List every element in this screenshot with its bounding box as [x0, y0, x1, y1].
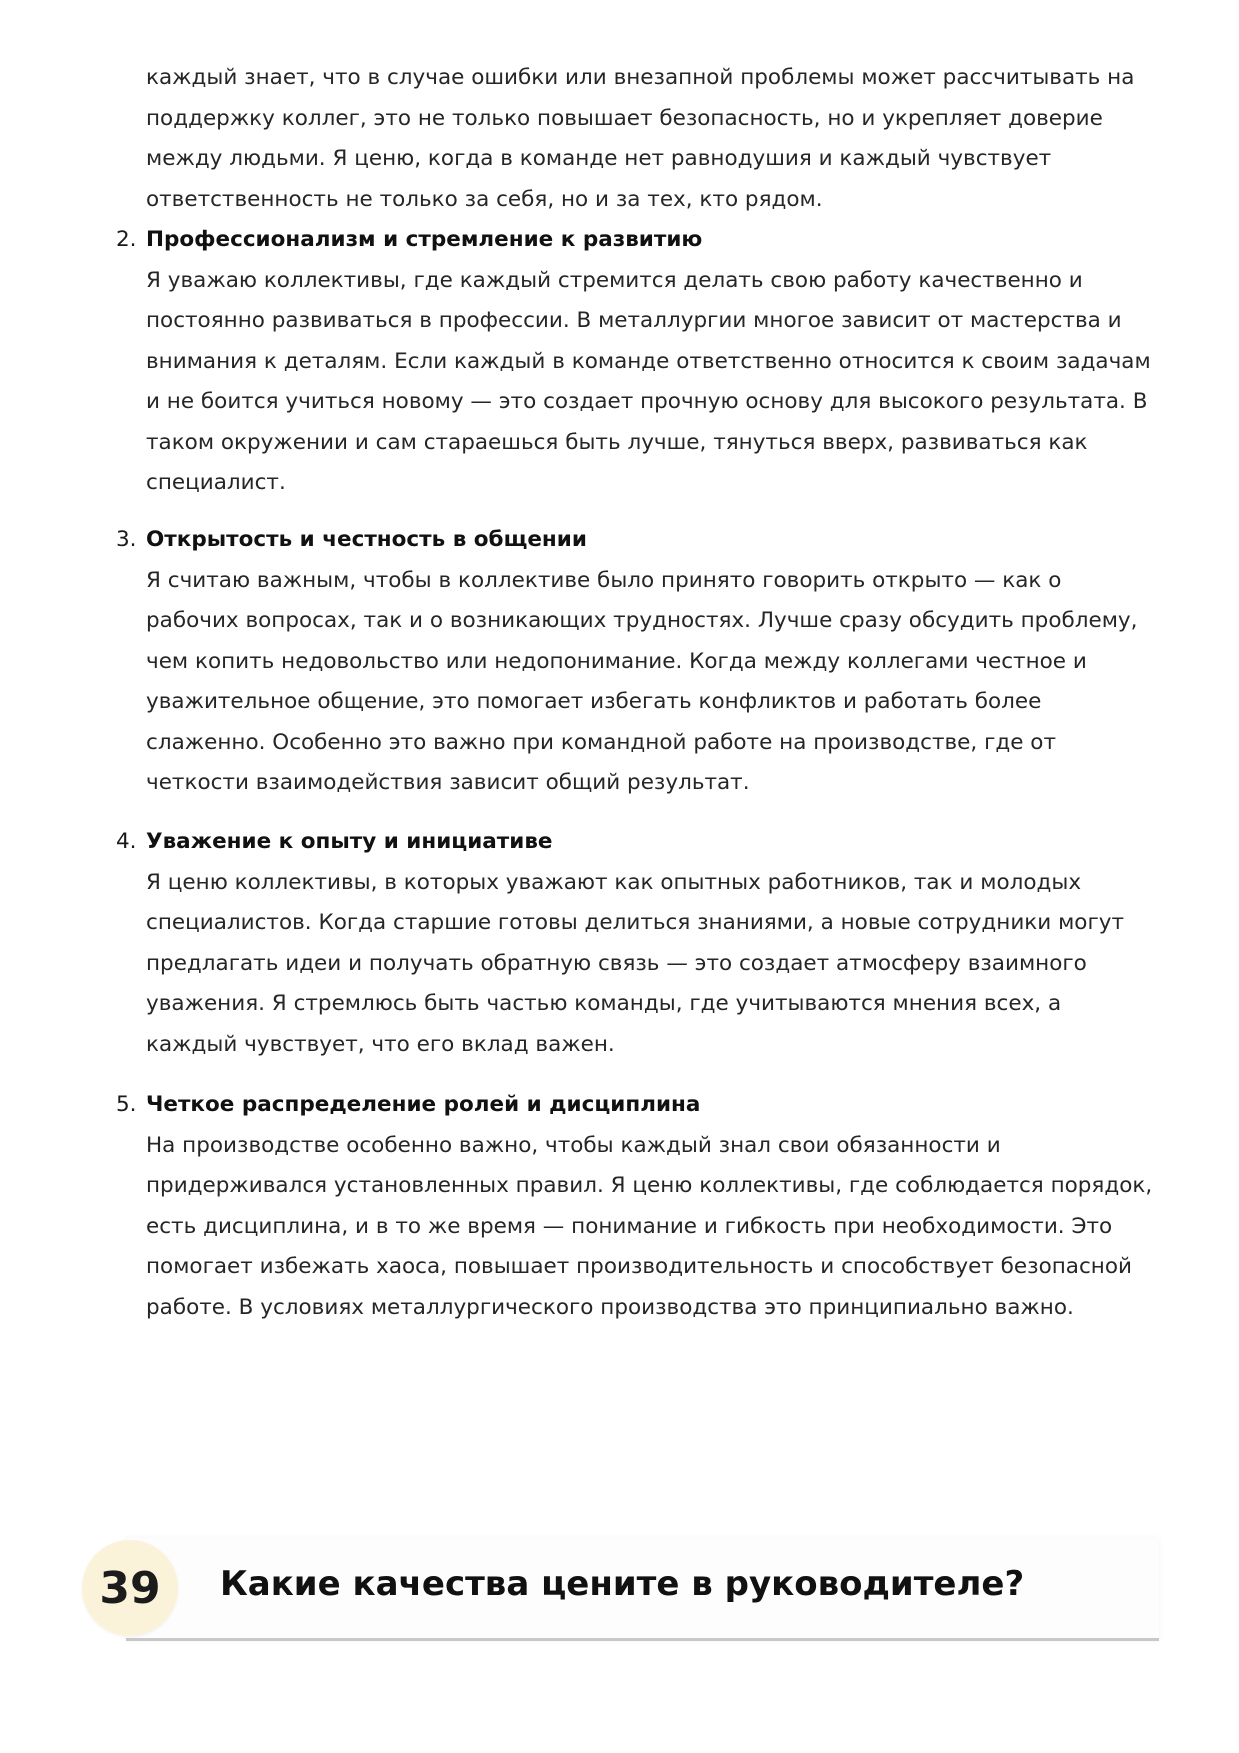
- list-item-number: 4.: [116, 829, 137, 854]
- list-item-number: 5.: [116, 1092, 137, 1117]
- list-item-title: Открытость и честность в общении: [146, 527, 587, 552]
- question-title: Какие качества цените в руководителе?: [220, 1564, 1025, 1604]
- question-number-badge: 39: [82, 1540, 178, 1636]
- list-item: [116, 1085, 1156, 1328]
- list-item-number: 3.: [116, 527, 137, 552]
- list-item: [116, 822, 1156, 1065]
- list-item-title: Уважение к опыту и инициативе: [146, 829, 553, 854]
- list-item-text: Я считаю важным, чтобы в коллективе было принято говорить открыто — как о рабочих вопросах, так и о возникающих трудностях. Лучше сразу обсудить проблему, чем копить недовольство или недопонимание. Когда между коллегами честное и уважительное общение, это помогает избегать конфликтов и работать более слаженно. Особенно это важно при командной работе на производстве, где от четкости взаимодействия зависит общий результат.: [146, 567, 1138, 795]
- list-item-text: Я ценю коллективы, в которых уважают как опытных работников, так и молодых специалистов. Когда старшие готовы делиться знаниями, а новые сотрудники могут предлагать идеи и получать обратную связь — это создает атмосферу взаимного уважения. Я стремлюсь быть частью команды, где учитываются мнения всех, а каждый чувствует, что его вклад важен.: [146, 869, 1124, 1057]
- list-item-text: На производстве особенно важно, чтобы каждый знал свои обязанности и придерживался установленных правил. Я ценю коллективы, где соблюдается порядок, есть дисциплина, и в то же время — понимание и гибкость при необходимости. Это помогает избежать хаоса, повышает производительность и способствует безопасной работе. В условиях металлургического производства это принципиально важно.: [146, 1132, 1153, 1320]
- list-item: [116, 220, 1156, 504]
- question-header: [82, 1538, 1159, 1640]
- list-item-text: Я уважаю коллективы, где каждый стремится делать свою работу качественно и постоянно развиваться в профессии. В металлургии многое зависит от мастерства и внимания к деталям. Если каждый в команде ответственно относится к своим задачам и не боится учиться новому — это создает прочную основу для высокого результата. В таком окружении и сам стараешься быть лучше, тянуться вверх, развиваться как специалист.: [146, 267, 1151, 495]
- list-item-title: Четкое распределение ролей и дисциплина: [146, 1092, 701, 1117]
- list-item-title: Профессионализм и стремление к развитию: [146, 227, 703, 252]
- list-item-number: 2.: [116, 227, 137, 252]
- continuation-paragraph: каждый знает, что в случае ошибки или внезапной проблемы может рассчитывать на поддержку коллег, это не только повышает безопасность, но и укрепляет доверие между людьми. Я ценю, когда в команде нет равнодушия и каждый чувствует ответственность не только за себя, но и за тех, кто рядом.: [146, 65, 1135, 212]
- list-item: [116, 520, 1156, 804]
